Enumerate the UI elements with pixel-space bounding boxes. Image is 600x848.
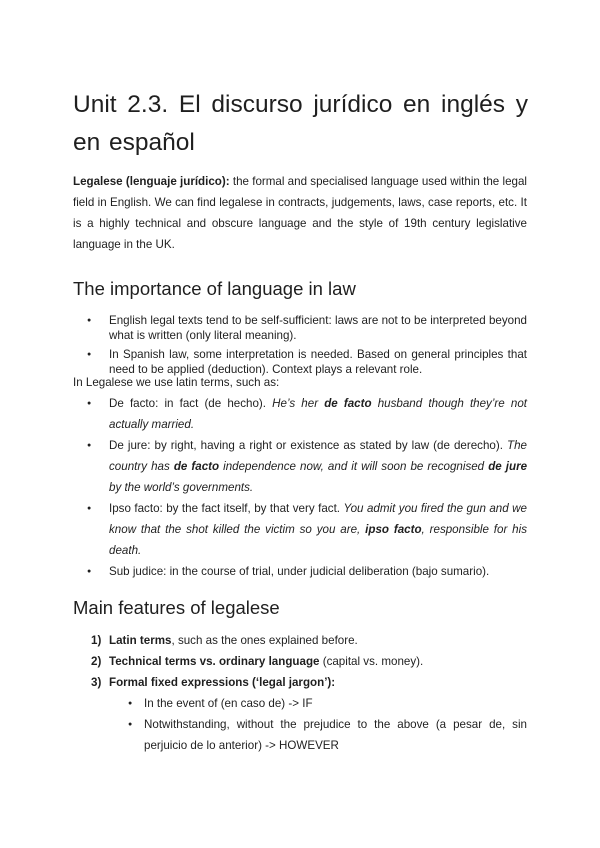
bullet-icon: ●: [87, 351, 92, 358]
feature-item: [73, 672, 527, 693]
importance-list: [73, 313, 527, 377]
latin-definition: De facto: in fact (de hecho).: [109, 397, 273, 410]
bullet-icon: ●: [87, 505, 92, 512]
list-item-de-facto: [73, 393, 527, 435]
feature-text: , such as the ones explained before.: [171, 634, 358, 647]
jargon-sublist: [109, 693, 527, 756]
latin-example-bold: de jure: [488, 460, 528, 473]
features-list: [73, 630, 527, 693]
bullet-icon: ●: [128, 721, 133, 728]
list-item-ipso-facto: [73, 498, 527, 561]
section-heading-features: Main features of legalese: [73, 597, 280, 618]
sublist-item: [109, 714, 527, 756]
list-item: [73, 347, 527, 377]
bullet-icon: ●: [87, 317, 92, 324]
list-item-text: English legal texts tend to be self-sufficient: laws are not to be interpreted beyond what is written (only literal meaning).: [109, 314, 527, 342]
latin-example: You admit you fired the gun and we know that the shot killed the victim so you are,: [109, 502, 527, 536]
latin-example: by the world’s governments.: [109, 481, 254, 494]
page-title: Unit 2.3. El discurso jurídico en inglés y en español: [73, 91, 528, 156]
feature-text: (capital vs. money).: [319, 655, 424, 668]
bullet-icon: ●: [87, 442, 92, 449]
intro-paragraph: [73, 171, 527, 255]
latin-definition: De jure: by right, having a right or existence as stated by law (de derecho).: [109, 439, 508, 452]
list-item-text: In Spanish law, some interpretation is needed. Based on general principles that need to be applied (deduction). Context plays a relevant role.: [109, 348, 527, 376]
latin-intro: In Legalese we use latin terms, such as:: [73, 376, 280, 389]
list-item-sub-judice: [73, 561, 527, 582]
legalese-definition: the formal and specialised language used within the legal field in English. We can find legalese in contracts, judgements, laws, case reports, etc. It is a highly technical and obscure language and the style of 19th century legislative language in the UK.: [73, 175, 527, 251]
latin-example: He’s her: [272, 397, 325, 410]
feature-number: 1): [91, 634, 102, 647]
latin-example: husband though they’re not actually married.: [109, 397, 528, 431]
feature-item: [73, 630, 527, 651]
list-item: [73, 313, 527, 343]
sublist-item-text: Notwithstanding, without the prejudice to the above (a pesar de, sin perjuicio de lo anterior) -> HOWEVER: [144, 718, 527, 752]
latin-example-bold: de facto: [173, 460, 220, 473]
latin-definition: Ipso facto: by the fact itself, by that very fact.: [109, 502, 344, 515]
latin-example-bold: de facto: [324, 397, 372, 410]
bullet-icon: ●: [128, 700, 133, 707]
latin-example-bold: ipso facto: [365, 523, 422, 536]
legalese-term: Legalese (lenguaje jurídico):: [73, 175, 230, 188]
feature-item: [73, 651, 527, 672]
latin-definition: Sub judice: in the course of trial, under judicial deliberation (bajo sumario).: [109, 565, 490, 578]
feature-title: Latin terms: [109, 634, 172, 647]
bullet-icon: ●: [87, 400, 92, 407]
feature-title: Technical terms vs. ordinary language: [109, 655, 320, 668]
latin-example: The country has: [109, 439, 527, 473]
latin-example: independence now, and it will soon be recognised: [219, 460, 489, 473]
feature-number: 3): [91, 676, 102, 689]
sublist-item: [109, 693, 527, 714]
section-heading-importance: The importance of language in law: [73, 278, 356, 299]
feature-number: 2): [91, 655, 102, 668]
sublist-item-text: In the event of (en caso de) -> IF: [144, 697, 313, 710]
latin-terms-list: [73, 393, 527, 582]
list-item-de-jure: [73, 435, 527, 498]
feature-title: Formal fixed expressions (‘legal jargon’):: [109, 676, 336, 689]
latin-example: , responsible for his death.: [109, 523, 527, 557]
bullet-icon: ●: [87, 568, 92, 575]
